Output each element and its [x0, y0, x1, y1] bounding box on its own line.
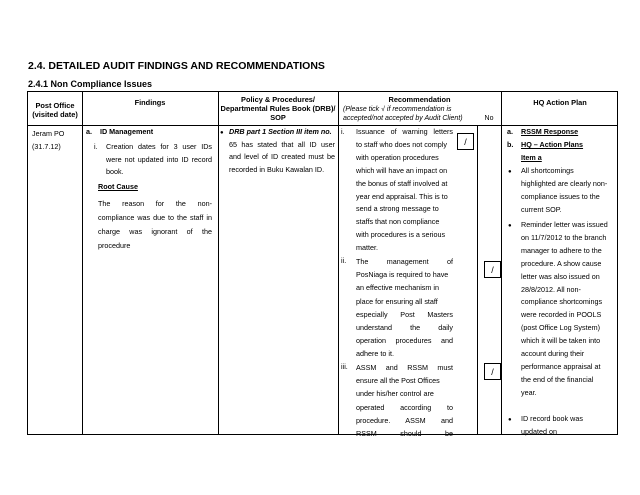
- rec-text-iii: ASSM and RSSM must ensure all the Post Offices under his/her control are operated according to procedure. ASSM and RSSM should be: [356, 363, 453, 439]
- bullet-icon: ●: [508, 169, 512, 175]
- finding-title: ID Management: [100, 127, 154, 136]
- audit-findings-table: [27, 91, 618, 439]
- header-hq-action-plan: HQ Action Plan: [533, 98, 587, 107]
- root-cause-title: Root Cause: [98, 182, 138, 191]
- no-checkbox[interactable]: /: [484, 261, 501, 278]
- finding-item-text: Creation dates for 3 user IDs were not updated into ID record book.: [106, 142, 212, 176]
- col-divider: [218, 92, 219, 434]
- col-divider: [82, 92, 83, 434]
- post-office-cell: [32, 128, 80, 153]
- hq-bullet-1: All shortcomings highlighted are clearly non- compliance issues to the current SOP.: [521, 166, 608, 214]
- hq-b-marker: b.: [507, 140, 514, 149]
- rec-num-ii: ii.: [341, 256, 347, 265]
- col-divider-short: [477, 125, 478, 434]
- visit-date: (31.7.12): [32, 141, 61, 151]
- header-no: No: [484, 115, 494, 122]
- rssm-response: RSSM Response: [521, 127, 579, 136]
- finding-item-marker: i.: [94, 142, 98, 151]
- section-subtitle: 2.4.1 Non Compliance Issues: [28, 79, 153, 89]
- section-title: 2.4. DETAILED AUDIT FINDINGS AND RECOMMENDATIONS: [28, 60, 325, 72]
- rec-num-iii: iii.: [341, 362, 348, 371]
- item-a-label: Item a: [521, 153, 542, 162]
- header-findings: Findings: [134, 98, 166, 107]
- header-rec-note: (Please tick √ if recommendation is accepted/not accepted by Audit Client): [343, 106, 463, 122]
- bullet-icon: ●: [220, 130, 224, 136]
- finding-marker: a.: [86, 127, 92, 136]
- header-policy: Policy & Procedures/ Departmental Rules Book (DRB)/ SOP: [220, 95, 336, 122]
- hq-bullet-2: Reminder letter was issued on 11/7/2012 to the branch manager to adhere to the procedure. A show cause letter was also issued on 28/8/2012. All non- compliance shortcomings were recorded in POOLS (post Office Log System) which it will be taken into account during their performance appraisal at the end of the financial year.: [521, 220, 608, 397]
- hq-bullet-3: ID record book was updated on: [521, 414, 583, 436]
- header-post-office: Post Office (visited date): [32, 101, 78, 119]
- col-divider: [338, 92, 339, 434]
- hq-a-marker: a.: [507, 127, 513, 136]
- policy-text: DRB part 1 Section III item no. 65 has stated that all ID user and level of ID created must be recorded in Buku Kawalan ID.: [229, 127, 335, 174]
- bullet-icon: ●: [508, 417, 512, 423]
- col-divider: [501, 92, 502, 434]
- no-checkbox[interactable]: /: [484, 363, 501, 380]
- rec-text-i: Issuance of warning letters to staff who does not comply with operation procedures which will have an impact on the bonus of staff involved at year end appraisal. This is to send a strong message to staffs that non compliance with procedures is a serious matter.: [356, 127, 453, 253]
- hq-action-plans: HQ – Action Plans: [521, 140, 584, 149]
- root-cause-text: The reason for the non- compliance was due to the staff in charge was ignorant of the procedure: [98, 199, 212, 250]
- rec-num-i: i.: [341, 127, 345, 136]
- post-office-name: Jeram PO: [32, 129, 65, 138]
- rec-text-ii: The management of PosNiaga is required to have an effective mechanism in place for ensuring all staff especially Post Masters understand the daily operation procedures and adhere to it.: [356, 257, 453, 359]
- header-recommendation: Recommendation: [388, 95, 451, 104]
- accept-checkbox[interactable]: /: [457, 133, 474, 150]
- bullet-icon: ●: [508, 223, 512, 229]
